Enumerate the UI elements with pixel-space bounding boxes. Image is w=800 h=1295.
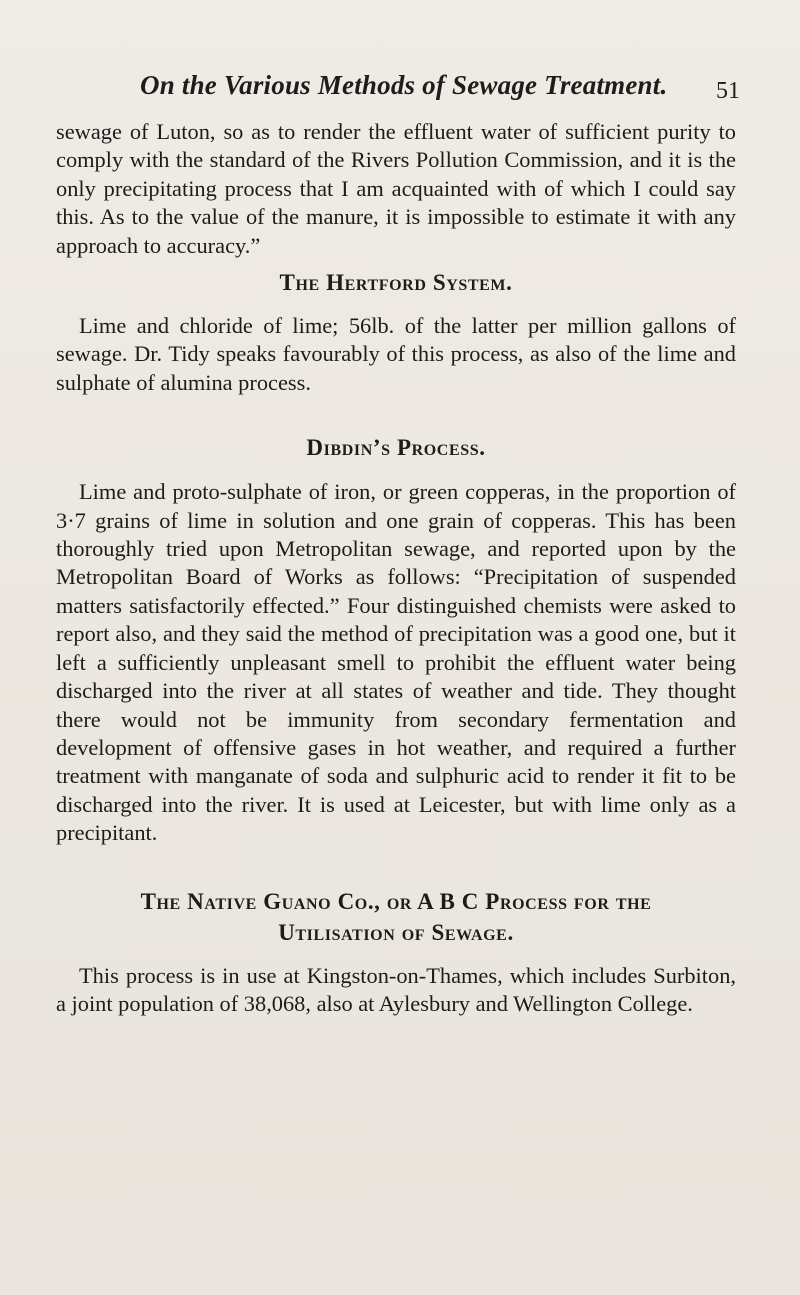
dibdin-process-paragraph: Lime and proto-sulphate of iron, or green copperas, in the proportion of 3·7 grains of lime in solution and one grain of copperas. This has been thoroughly tried upon Metropolitan sewage, and reported upon by the Metropolitan Board of Works as follows: “Precipitation of suspended matters satisfactorily effected.” Four distinguished chemists were asked to report also, and they said the method of precipitation was a good one, but it left a sufficiently unpleasant smell to prohibit the effluent water being discharged into the river at all states of weather and tide. They thought there would not be immunity from secondary fermentation and development of offensive gases in hot weather, and required a further treatment with manganate of soda and sulphuric acid to render it fit to be discharged into the river. It is used at Leicester, but with lime only as a precipitant.	[56, 479, 736, 846]
running-title: On the Various Methods of Sewage Treatment.	[140, 70, 668, 100]
native-guano-paragraph: This process is in use at Kingston-on-Thames, which includes Surbiton, a joint population of 38,068, also at Aylesbury and Wellington College.	[56, 962, 736, 1016]
text-block	[56, 118, 736, 1018]
dibdin-process-heading: Dibdin’s Process.	[306, 435, 486, 461]
native-guano-heading-line2: Utilisation of Sewage.	[278, 919, 514, 945]
intro-paragraph: sewage of Luton, so as to render the effluent water of sufficient purity to comply with the standard of the Rivers Pollution Commission, and it is the only precipitating process that I am acquainted with of which I could say this. As to the value of the manure, it is impossible to estimate it with any approach to accuracy.”	[56, 119, 736, 258]
native-guano-heading: The Native Guano Co., or A B C Process for the	[140, 888, 652, 914]
hertford-system-paragraph: Lime and chloride of lime; 56lb. of the latter per million gallons of sewage. Dr. Tidy speaks favourably of this process, as also of the lime and sulphate of alumina process.	[56, 313, 736, 395]
running-head	[0, 70, 800, 110]
page-number: 51	[716, 78, 740, 104]
hertford-system-heading: The Hertford System.	[279, 270, 513, 296]
